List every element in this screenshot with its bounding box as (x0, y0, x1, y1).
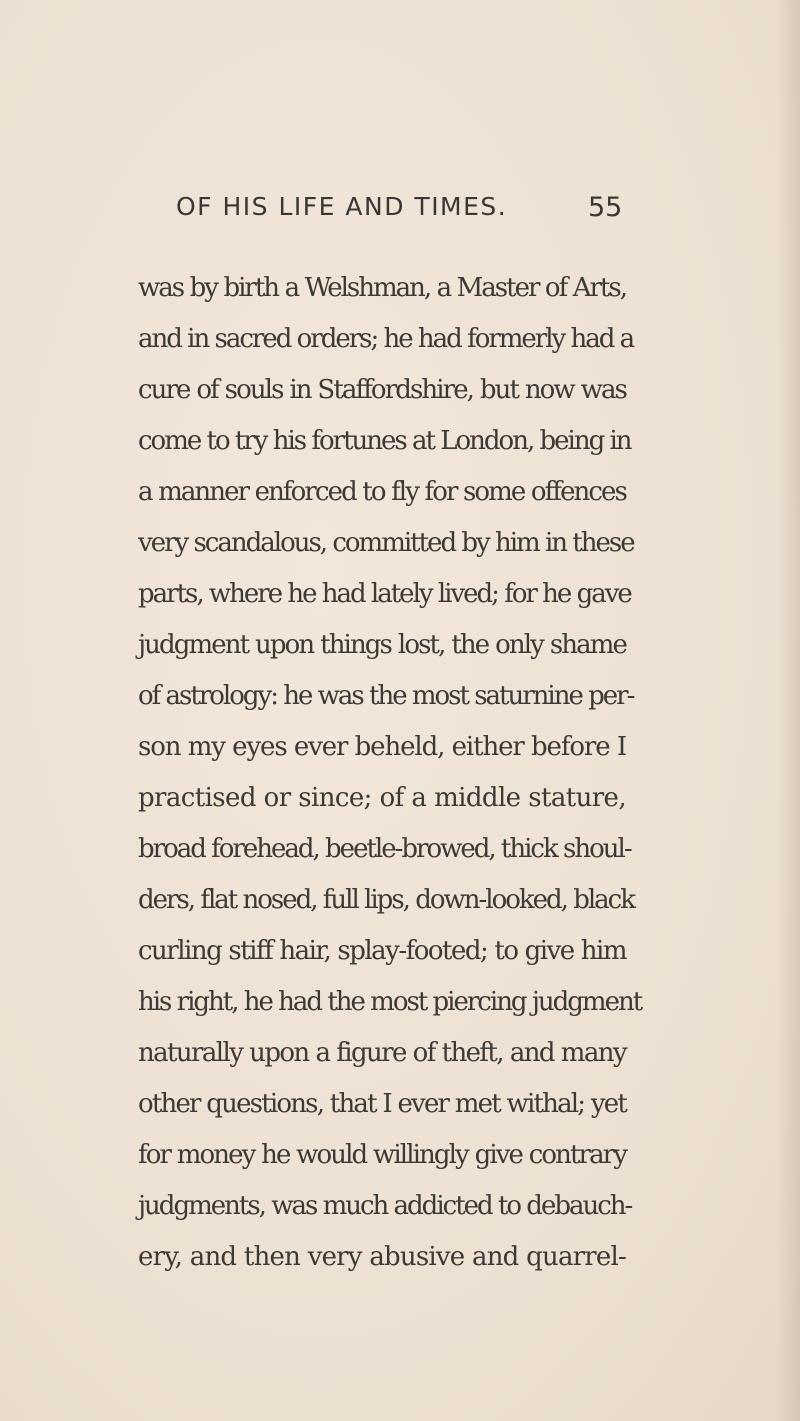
text-line: and in sacred orders; he had formerly had a (138, 324, 634, 354)
text-line: was by birth a Welshman, a Master of Arts, (138, 273, 626, 303)
text-line: his right, he had the most piercing judgment (138, 987, 642, 1017)
text-line: a manner enforced to fly for some offences (138, 477, 626, 507)
body-text (138, 263, 642, 1283)
text-line: cure of souls in Staffordshire, but now was (138, 375, 626, 405)
text-line: very scandalous, committed by him in these (138, 528, 634, 558)
text-line: ery, and then very abusive and quarrel- (138, 1242, 626, 1272)
text-line: of astrology: he was the most saturnine per- (138, 681, 634, 711)
text-line: for money he would willingly give contrary (138, 1140, 626, 1170)
text-line: other questions, that I ever met withal; yet (138, 1089, 626, 1119)
text-line: son my eyes ever beheld, either before I (138, 732, 626, 762)
text-line: parts, where he had lately lived; for he gave (138, 579, 631, 609)
text-line: judgments, was much addicted to debauch- (138, 1191, 632, 1221)
page-number: 55 (588, 192, 623, 223)
text-line: broad forehead, beetle-browed, thick shoul- (138, 834, 631, 864)
page-header (0, 192, 800, 232)
text-line: naturally upon a figure of theft, and many (138, 1038, 626, 1068)
running-head: OF HIS LIFE AND TIMES. (176, 192, 508, 221)
text-line: practised or since; of a middle stature, (138, 783, 626, 813)
text-line: come to try his fortunes at London, being in (138, 426, 631, 456)
text-line: judgment upon things lost, the only shame (138, 630, 626, 660)
text-line: curling stiff hair, splay-footed; to give him (138, 936, 626, 966)
text-line: ders, flat nosed, full lips, down-looked, black (138, 885, 634, 915)
